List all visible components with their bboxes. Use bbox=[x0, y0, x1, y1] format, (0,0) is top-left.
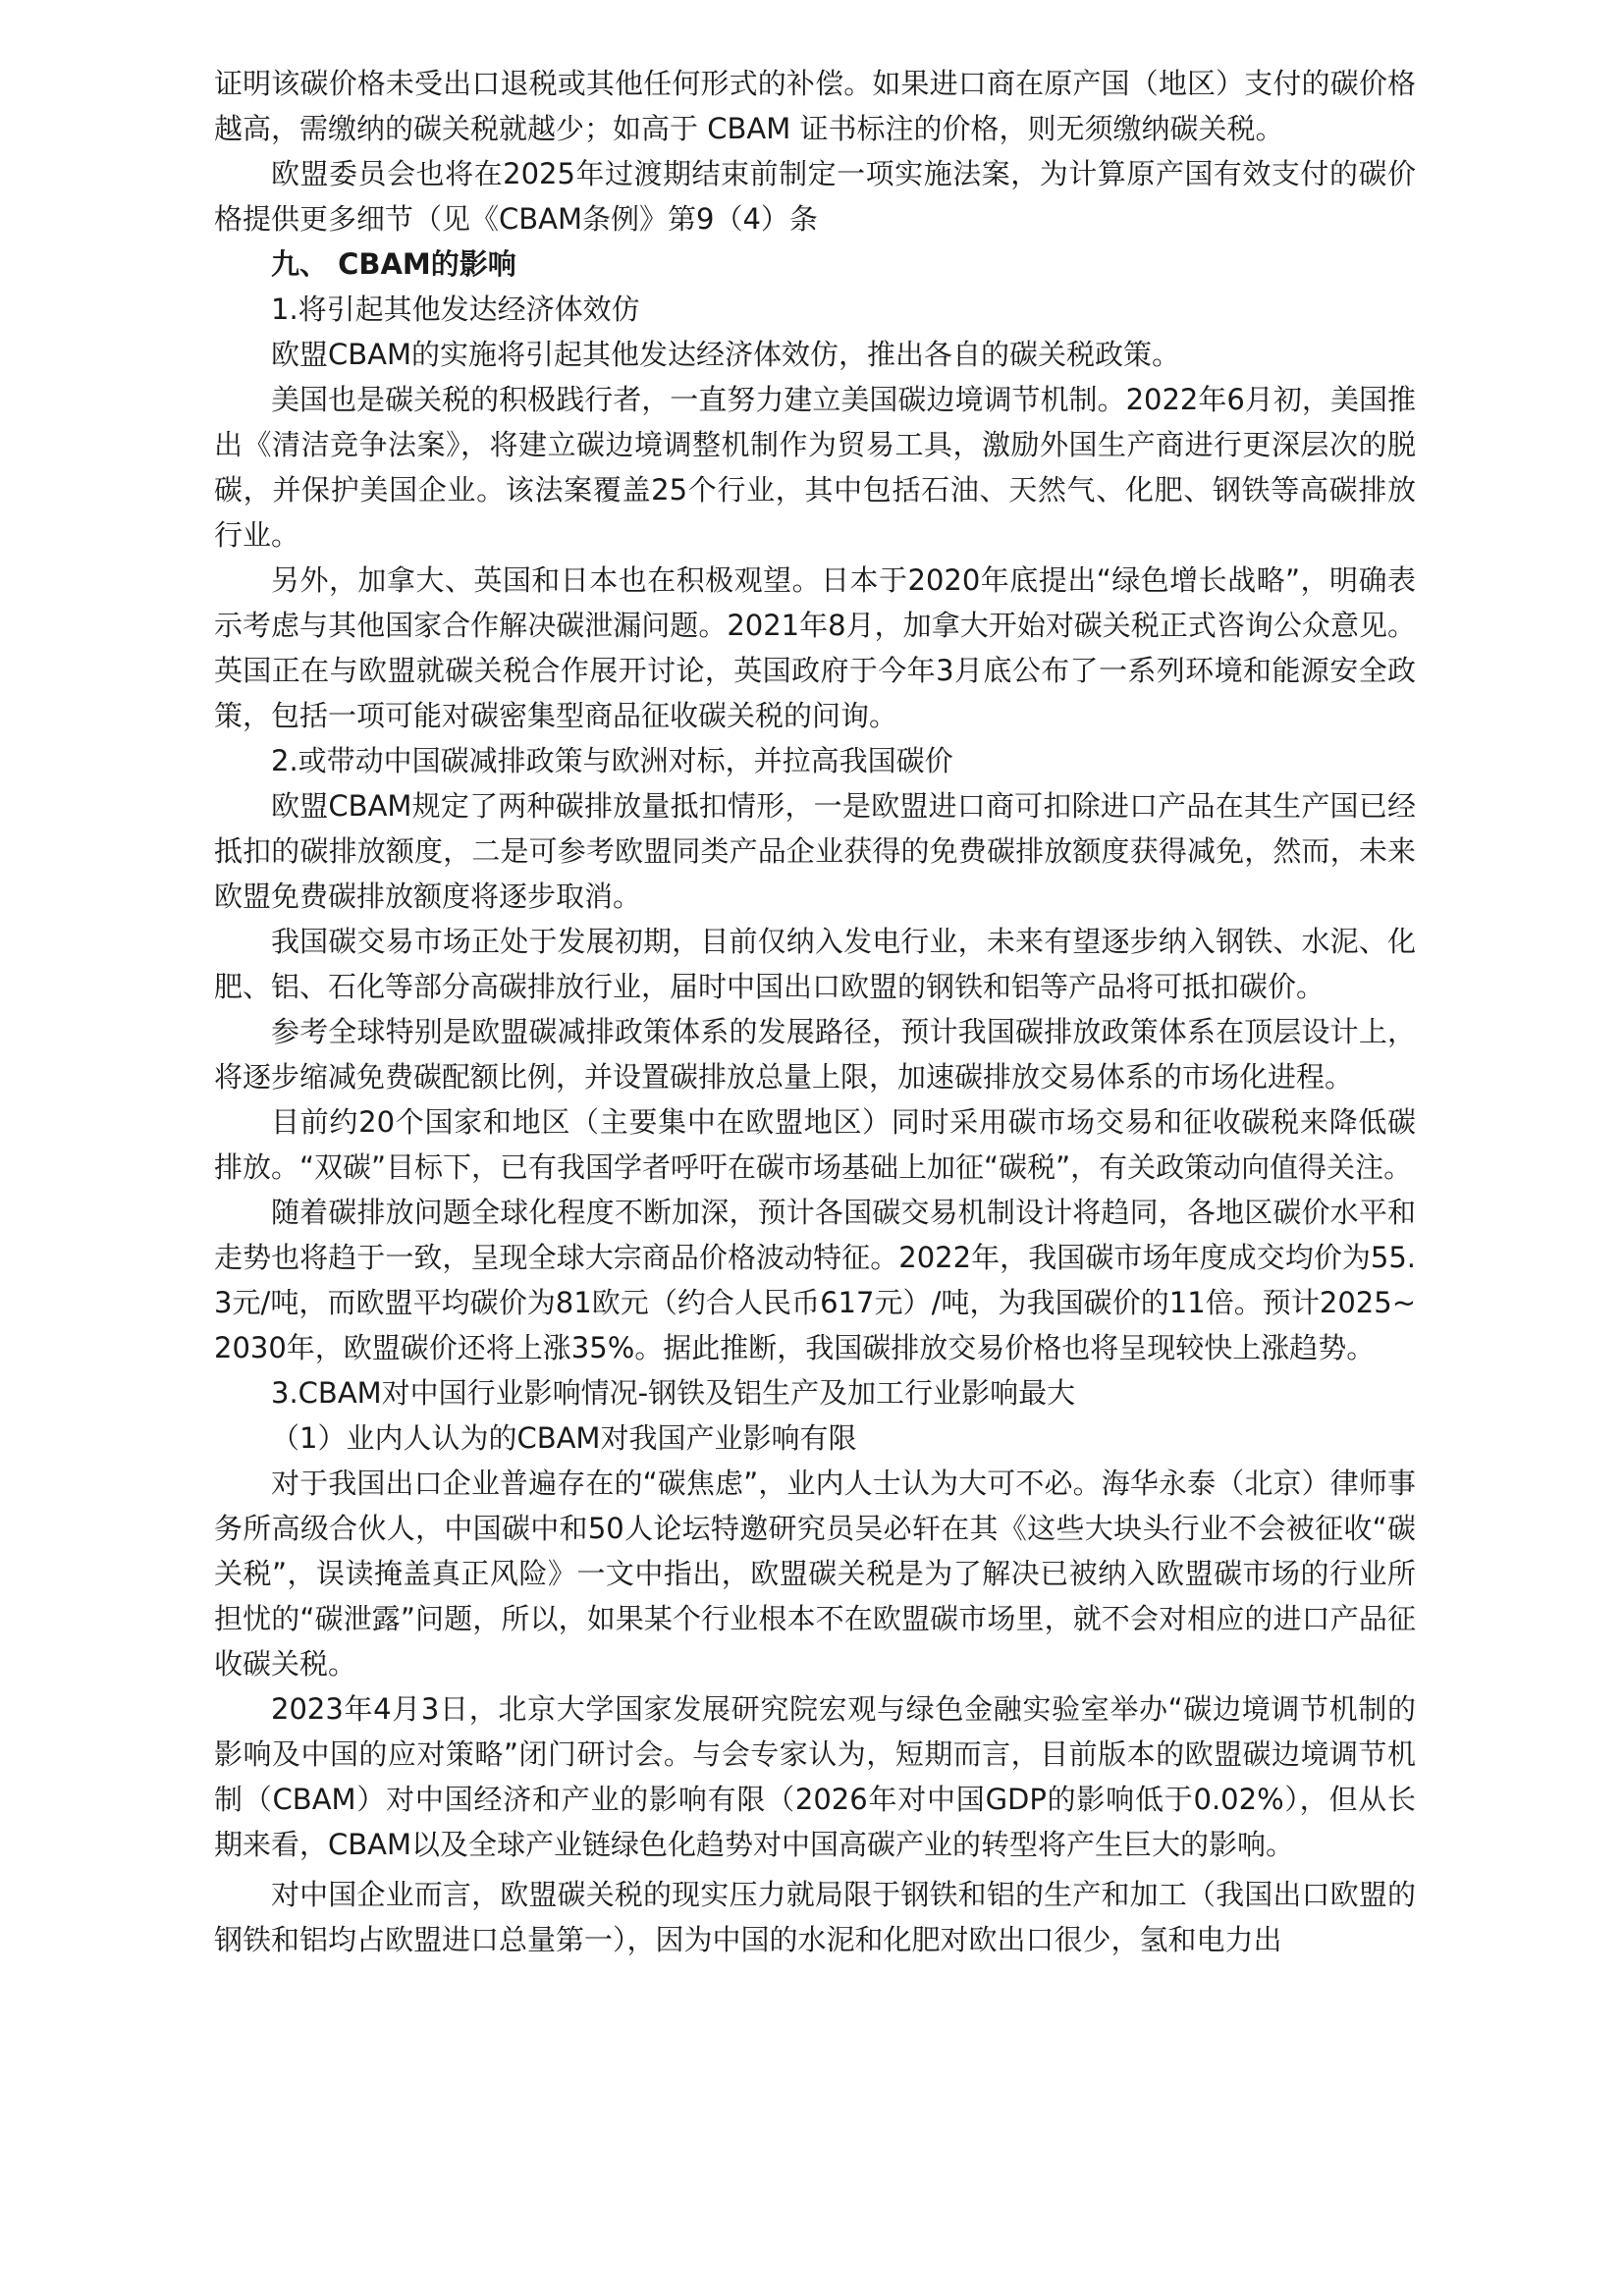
subheading: （1）业内人认为的CBAM对我国产业影响有限 bbox=[271, 1421, 857, 1455]
paragraph: 目前约20个国家和地区（主要集中在欧盟地区）同时采用碳市场交易和征收碳税来降低碳排放。“双碳”目标下，已有我国学者呼吁在碳市场基础上加征“碳税”，有关政策动向值得关注。 bbox=[214, 1105, 1416, 1184]
paragraph: 另外，加拿大、英国和日本也在积极观望。日本于2020年底提出“绿色增长战略”，明确表示考虑与其他国家合作解决碳泄漏问题。2021年8月，加拿大开始对碳关税正式咨询公众意见。英国正在与欧盟就碳关税合作展开讨论，英国政府于今年3月底公布了一系列环境和能源安全政策，包括一项可能对碳密集型商品征收碳关税的问询。 bbox=[214, 563, 1416, 732]
paragraph: 欧盟CBAM的实施将引起其他发达经济体效仿，推出各自的碳关税政策。 bbox=[271, 338, 1181, 371]
subheading: 1.将引起其他发达经济体效仿 bbox=[271, 293, 640, 326]
paragraph: 美国也是碳关税的积极践行者，一直努力建立美国碳边境调节机制。2022年6月初，美国推出《清洁竞争法案》，将建立碳边境调整机制作为贸易工具，激励外国生产商进行更深层次的脱碳，并保护美国企业。该法案覆盖25个行业，其中包括石油、天然气、化肥、钢铁等高碳排放行业。 bbox=[214, 383, 1416, 552]
paragraph: 欧盟CBAM规定了两种碳排放量抵扣情形，一是欧盟进口商可扣除进口产品在其生产国已经抵扣的碳排放额度，二是可参考欧盟同类产品企业获得的免费碳排放额度获得减免，然而，未来欧盟免费碳排放额度将逐步取消。 bbox=[214, 789, 1416, 913]
paragraph: 参考全球特别是欧盟碳减排政策体系的发展路径，预计我国碳排放政策体系在顶层设计上，将逐步缩减免费碳配额比例，并设置碳排放总量上限，加速碳排放交易体系的市场化进程。 bbox=[214, 1015, 1416, 1094]
paragraph: 随着碳排放问题全球化程度不断加深，预计各国碳交易机制设计将趋同，各地区碳价水平和走势也将趋于一致，呈现全球大宗商品价格波动特征。2022年，我国碳市场年度成交均价为55.3元/吨，而欧盟平均碳价为81欧元（约合人民币617元）/吨，为我国碳价的11倍。预计2025~2030年，欧盟碳价还将上涨35%。据此推断，我国碳排放交易价格也将呈现较快上涨趋势。 bbox=[214, 1196, 1416, 1364]
document-page bbox=[214, 61, 1416, 1962]
paragraph-continuation: 证明该碳价格未受出口退税或其他任何形式的补偿。如果进口商在原产国（地区）支付的碳价格越高，需缴纳的碳关税就越少；如高于 CBAM 证书标注的价格，则无须缴纳碳关税。 bbox=[214, 67, 1416, 145]
subheading: 3.CBAM对中国行业影响情况-钢铁及铝生产及加工行业影响最大 bbox=[271, 1376, 1076, 1410]
section-heading: 九、 CBAM的影响 bbox=[271, 247, 516, 281]
paragraph: 对中国企业而言，欧盟碳关税的现实压力就局限于钢铁和铝的生产和加工（我国出口欧盟的钢铁和铝均占欧盟进口总量第一），因为中国的水泥和化肥对欧出口很少，氢和电力出 bbox=[214, 1878, 1416, 1956]
paragraph: 对于我国出口企业普遍存在的“碳焦虑”，业内人士认为大可不必。海华永泰（北京）律师事务所高级合伙人，中国碳中和50人论坛特邀研究员吴必轩在其《这些大块头行业不会被征收“碳关税”，误读掩盖真正风险》一文中指出，欧盟碳关税是为了解决已被纳入欧盟碳市场的行业所担忧的“碳泄露”问题，所以，如果某个行业根本不在欧盟碳市场里，就不会对相应的进口产品征收碳关税。 bbox=[214, 1467, 1416, 1681]
paragraph: 2023年4月3日，北京大学国家发展研究院宏观与绿色金融实验室举办“碳边境调节机制的影响及中国的应对策略”闭门研讨会。与会专家认为，短期而言，目前版本的欧盟碳边境调节机制（CBAM）对中国经济和产业的影响有限（2026年对中国GDP的影响低于0.02%），但从长期来看，CBAM以及全球产业链绿色化趋势对中国高碳产业的转型将产生巨大的影响。 bbox=[214, 1692, 1416, 1861]
subheading: 2.或带动中国碳减排政策与欧洲对标，并拉高我国碳价 bbox=[271, 744, 953, 777]
paragraph: 我国碳交易市场正处于发展初期，目前仅纳入发电行业，未来有望逐步纳入钢铁、水泥、化肥、铝、石化等部分高碳排放行业，届时中国出口欧盟的钢铁和铝等产品将可抵扣碳价。 bbox=[214, 925, 1416, 1003]
paragraph: 欧盟委员会也将在2025年过渡期结束前制定一项实施法案，为计算原产国有效支付的碳价格提供更多细节（见《CBAM条例》第9（4）条 bbox=[214, 157, 1416, 236]
